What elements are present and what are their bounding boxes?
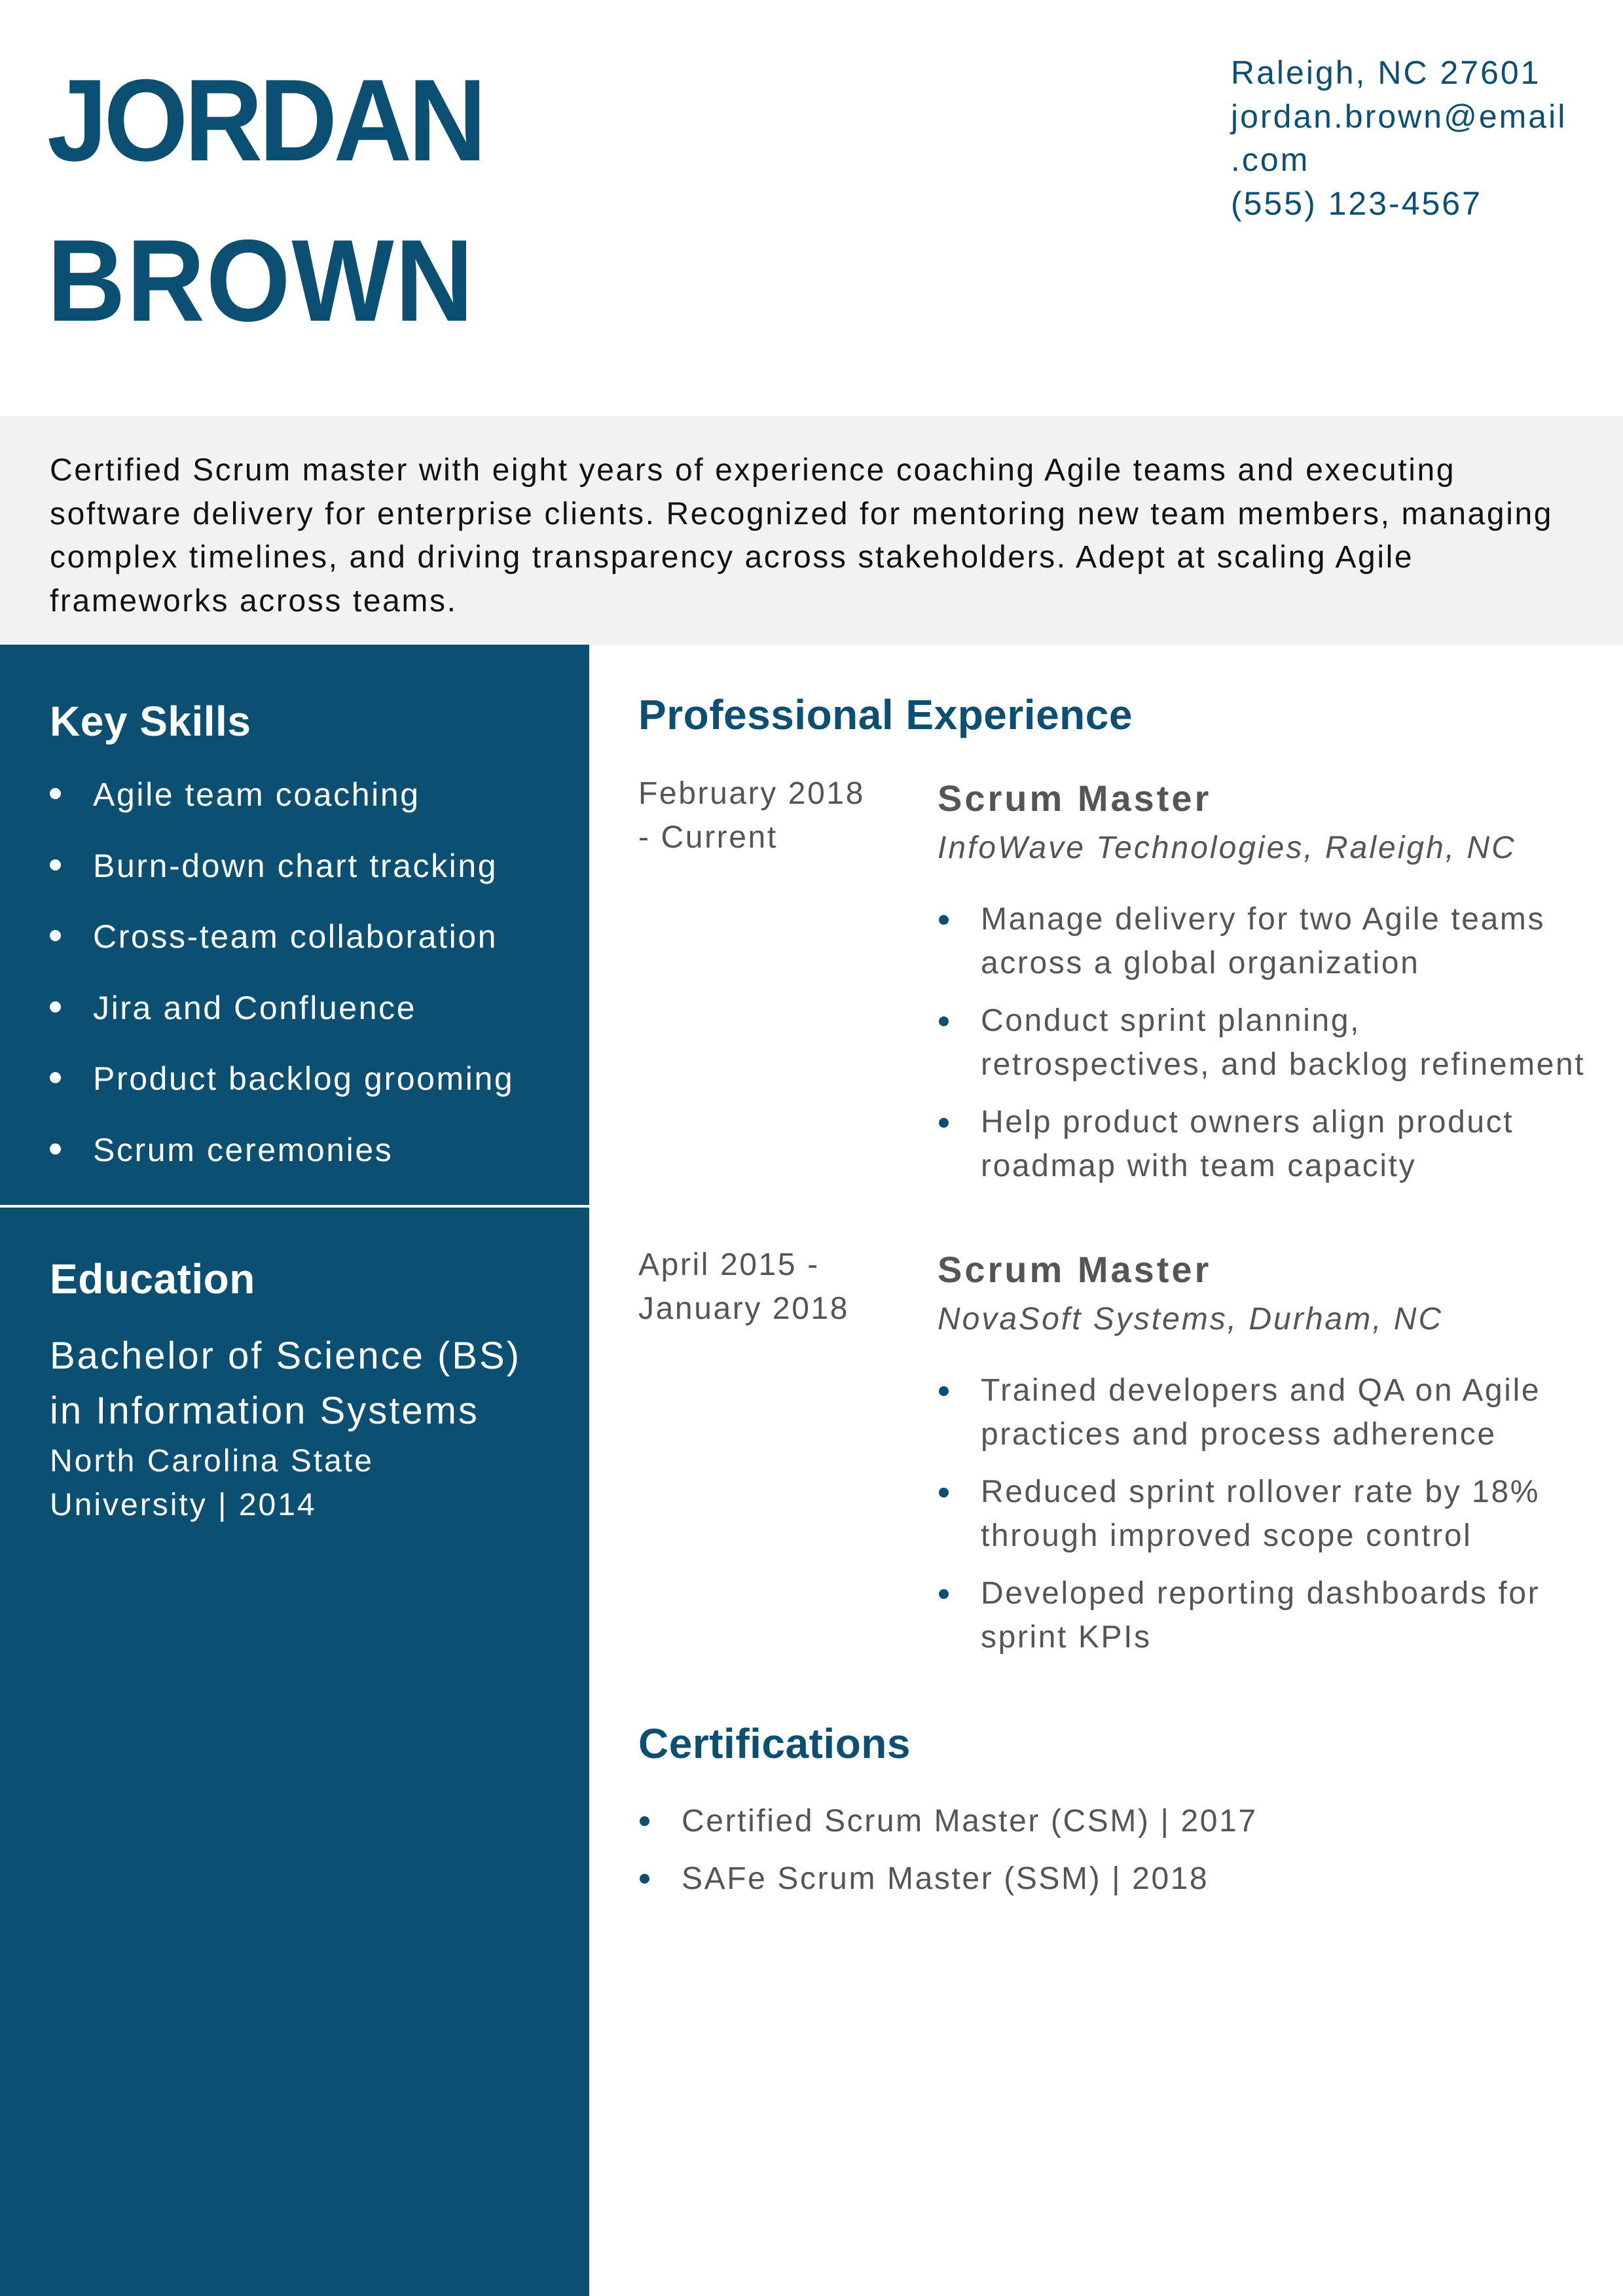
skill-item xyxy=(50,1131,514,1202)
bullet-icon xyxy=(50,1072,61,1083)
job-title: Scrum Master xyxy=(938,1249,1212,1290)
skill-item xyxy=(50,1060,514,1131)
job-date-line2: - Current xyxy=(638,819,778,855)
certifications-heading: Certifications xyxy=(638,1720,911,1767)
contact-email-line1[interactable]: jordan.brown@email xyxy=(1231,98,1567,135)
school-line1: North Carolina State xyxy=(50,1444,374,1479)
job-bullet xyxy=(938,898,1592,985)
skills-heading: Key Skills xyxy=(50,698,251,745)
skill-label: Burn-down chart tracking xyxy=(93,847,498,884)
education-school xyxy=(50,1440,374,1527)
bullet-icon xyxy=(640,1874,649,1884)
sidebar xyxy=(0,645,589,2296)
job-date-line1: April 2015 - xyxy=(638,1247,820,1282)
education-heading: Education xyxy=(50,1255,255,1302)
job-company: InfoWave Technologies, Raleigh, NC xyxy=(938,831,1516,865)
skill-label: Product backlog grooming xyxy=(93,1060,515,1097)
job-bullet xyxy=(938,1369,1592,1456)
skill-label: Scrum ceremonies xyxy=(93,1131,393,1168)
certifications-list xyxy=(638,1803,1258,1918)
degree-line1: Bachelor of Science (BS) xyxy=(50,1335,521,1377)
job-bullets xyxy=(938,1369,1592,1674)
bullet-icon xyxy=(939,1589,949,1599)
bullet-text: Reduced sprint rollover rate by 18% through improved scope control xyxy=(981,1475,1541,1553)
certification-item xyxy=(638,1803,1258,1861)
bullet-text: Conduct sprint planning, retrospectives, and backlog refinement xyxy=(981,1003,1586,1082)
last-name: BROWN xyxy=(47,215,475,346)
bullet-text: Manage delivery for two Agile teams across a global organization xyxy=(981,902,1546,980)
bullet-icon xyxy=(939,1488,949,1498)
bullet-icon xyxy=(939,1016,949,1026)
bullet-icon xyxy=(50,930,61,941)
bullet-icon xyxy=(50,788,61,799)
job-dates xyxy=(638,772,865,859)
certification-text: Certified Scrum Master (CSM) | 2017 xyxy=(682,1804,1258,1839)
job-bullets xyxy=(938,898,1592,1202)
job-bullet xyxy=(938,1572,1592,1659)
skill-label: Agile team coaching xyxy=(93,776,420,813)
certification-text: SAFe Scrum Master (SSM) | 2018 xyxy=(682,1861,1209,1896)
bullet-icon xyxy=(939,1386,949,1396)
bullet-text: Trained developers and QA on Agile practices and process adherence xyxy=(981,1373,1541,1452)
job-bullet xyxy=(938,1471,1592,1558)
job-date-line1: February 2018 xyxy=(638,776,865,811)
contact-phone: (555) 123-4567 xyxy=(1231,185,1482,222)
bullet-text: Help product owners align product roadmap with team capacity xyxy=(981,1105,1514,1183)
skill-label: Cross-team collaboration xyxy=(93,918,498,955)
skill-label: Jira and Confluence xyxy=(93,989,417,1026)
skill-item xyxy=(50,776,514,847)
experience-heading: Professional Experience xyxy=(638,691,1133,738)
summary-text: Certified Scrum master with eight years of experience coaching Agile teams and executing software delivery for enterprise clients. Recognized for mentoring new team members, managing complex timelines, and driving transparency across stakeholders. Adept at scaling Agile frameworks across teams. xyxy=(50,453,1554,619)
certification-item xyxy=(638,1861,1258,1918)
education-degree xyxy=(50,1329,521,1439)
contact-info xyxy=(1231,51,1567,225)
job-title: Scrum Master xyxy=(938,778,1212,819)
job-date-line2: January 2018 xyxy=(638,1291,850,1326)
bullet-text: Developed reporting dashboards for sprint KPIs xyxy=(981,1576,1541,1655)
bullet-icon xyxy=(50,859,61,870)
job-company: NovaSoft Systems, Durham, NC xyxy=(938,1302,1444,1336)
contact-location: Raleigh, NC 27601 xyxy=(1231,54,1541,91)
job-bullet xyxy=(938,999,1592,1086)
bullet-icon xyxy=(640,1816,649,1826)
skill-item xyxy=(50,918,514,989)
degree-line2: in Information Systems xyxy=(50,1390,479,1432)
bullet-icon xyxy=(939,915,949,925)
bullet-icon xyxy=(50,1143,61,1155)
first-name: JORDAN xyxy=(47,55,483,185)
job-bullet xyxy=(938,1101,1592,1188)
sidebar-divider xyxy=(0,1205,589,1208)
skills-list xyxy=(50,776,514,1202)
job-dates xyxy=(638,1244,849,1331)
summary-band xyxy=(0,416,1623,645)
school-line2: University | 2014 xyxy=(50,1487,317,1522)
bullet-icon xyxy=(50,1001,61,1013)
bullet-icon xyxy=(939,1118,949,1128)
skill-item xyxy=(50,989,514,1060)
contact-email-line2[interactable]: .com xyxy=(1231,141,1310,178)
skill-item xyxy=(50,847,514,918)
